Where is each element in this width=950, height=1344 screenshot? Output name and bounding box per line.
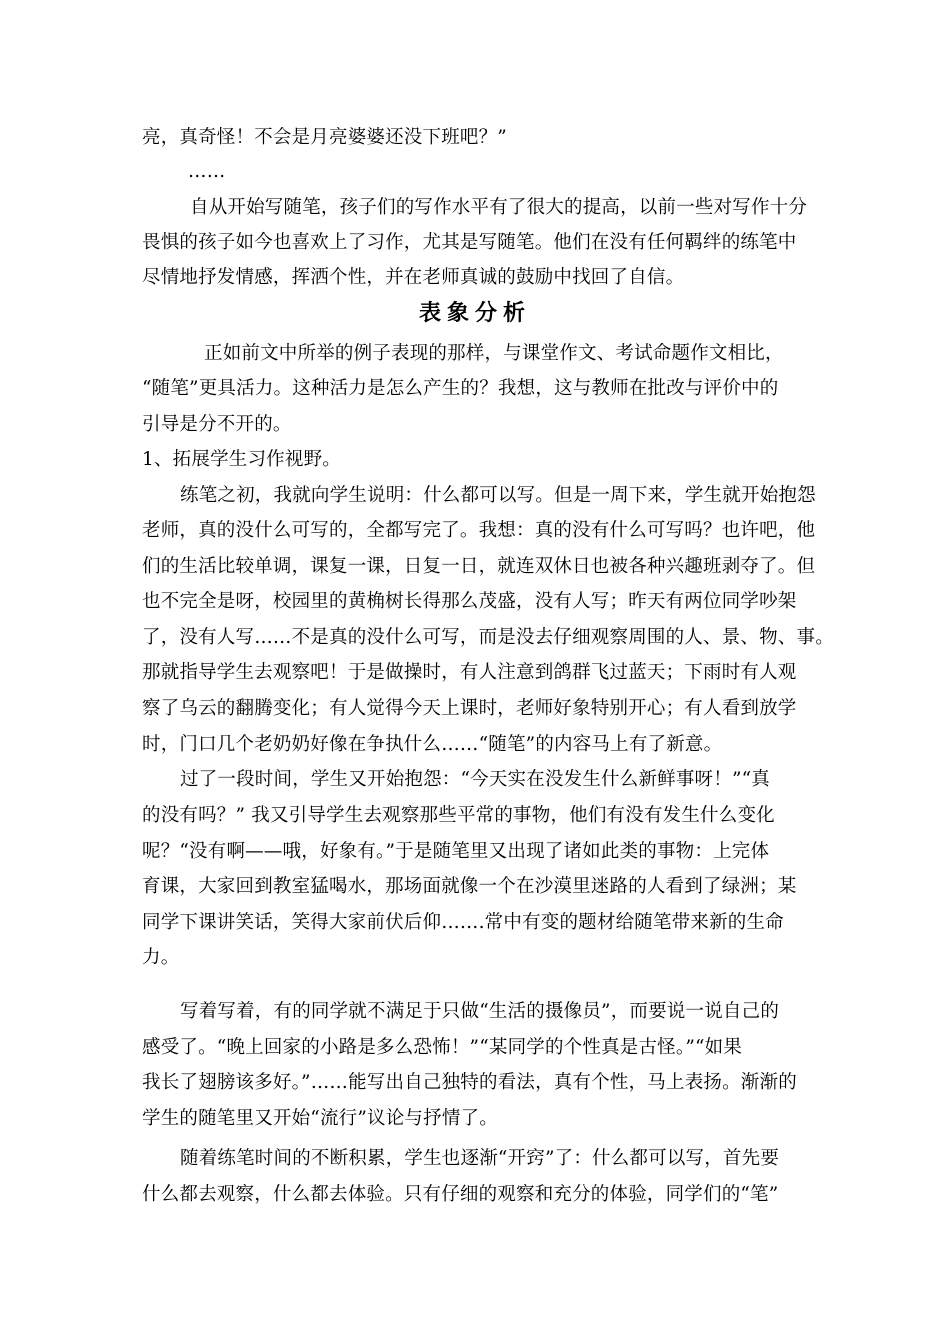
text-line: 亮，真奇怪！不会是月亮婆婆还没下班吧？” — [142, 127, 507, 148]
text-line: 正如前文中所举的例子表现的那样，与课堂作文、考试命题作文相比， — [204, 343, 784, 364]
text-line: 时，门口几个老奶奶好像在争执什么……“随笔”的内容马上有了新意。 — [142, 734, 723, 755]
list-heading: 1、拓展学生习作视野。 — [142, 449, 341, 470]
text-line: 同学下课讲笑话，笑得大家前伏后仰…….常中有变的题材给随笔带来新的生命 — [142, 912, 784, 933]
text-line: 察了乌云的翻腾变化；有人觉得今天上课时，老师好象特别开心；有人看到放学 — [142, 698, 797, 719]
text-line: 过了一段时间，学生又开始抱怨：“今天实在没发生什么新鲜事呀！”“真 — [180, 769, 770, 790]
text-line: 我长了翅膀该多好。”……能写出自己独特的看法，真有个性，马上表扬。渐渐的 — [142, 1072, 797, 1093]
text-line: 学生的随笔里又开始“流行”议论与抒情了。 — [142, 1108, 498, 1129]
text-line: 感受了。“晚上回家的小路是多么恐怖！”“某同学的个性真是古怪。”“如果 — [142, 1037, 743, 1058]
section-heading: 表象分析 — [418, 301, 531, 326]
text-line: 了，没有人写……不是真的没什么可写，而是没去仔细观察周围的人、景、物、事。 — [142, 627, 834, 648]
text-line: 也不完全是呀，校园里的黄桷树长得那么茂盛，没有人写；昨天有两位同学吵架 — [142, 591, 797, 612]
text-line: 什么都去观察，什么都去体验。只有仔细的观察和充分的体验，同学们的“笔” — [142, 1184, 779, 1205]
text-line: 练笔之初，我就向学生说明：什么都可以写。但是一周下来，学生就开始抱怨 — [180, 485, 816, 506]
text-line: 育课，大家回到教室猛喝水，那场面就像一个在沙漠里迷路的人看到了绿洲；某 — [142, 876, 797, 897]
text-line: “随笔”更具活力。这种活力是怎么产生的？我想，这与教师在批改与评价中的 — [142, 378, 779, 399]
text-line: 们的生活比较单调，课复一课，日复一日，就连双休日也被各种兴趣班剥夺了。但 — [142, 556, 816, 577]
text-line: 那就指导学生去观察吧！于是做操时，有人注意到鸽群飞过蓝天；下雨时有人观 — [142, 662, 797, 683]
text-line: 写着写着，有的同学就不满足于只做“生活的摄像员”，而要说一说自己的 — [180, 1001, 780, 1022]
text-line: 的没有吗？” 我又引导学生去观察那些平常的事物，他们有没有发生什么变化 — [142, 805, 775, 826]
text-line: 随着练笔时间的不断积累，学生也逐渐“开窍”了：什么都可以写，首先要 — [180, 1148, 780, 1169]
text-line: 力。 — [142, 947, 180, 968]
text-line: 老师，真的没什么可写的，全都写完了。我想：真的没有什么可写吗？也许吧，他 — [142, 520, 816, 541]
text-line: 自从开始写随笔，孩子们的写作水平有了很大的提高，以前一些对写作十分 — [190, 197, 808, 218]
ellipsis-line: …… — [188, 161, 226, 182]
text-line: 引导是分不开的。 — [142, 414, 292, 435]
text-line: 畏惧的孩子如今也喜欢上了习作，尤其是写随笔。他们在没有任何羁绊的练笔中 — [142, 232, 797, 253]
text-line: 呢？“没有啊——哦，好象有。”于是随笔里又出现了诸如此类的事物：上完体 — [142, 841, 770, 862]
text-line: 尽情地抒发情感，挥洒个性，并在老师真诚的鼓励中找回了自信。 — [142, 267, 685, 288]
